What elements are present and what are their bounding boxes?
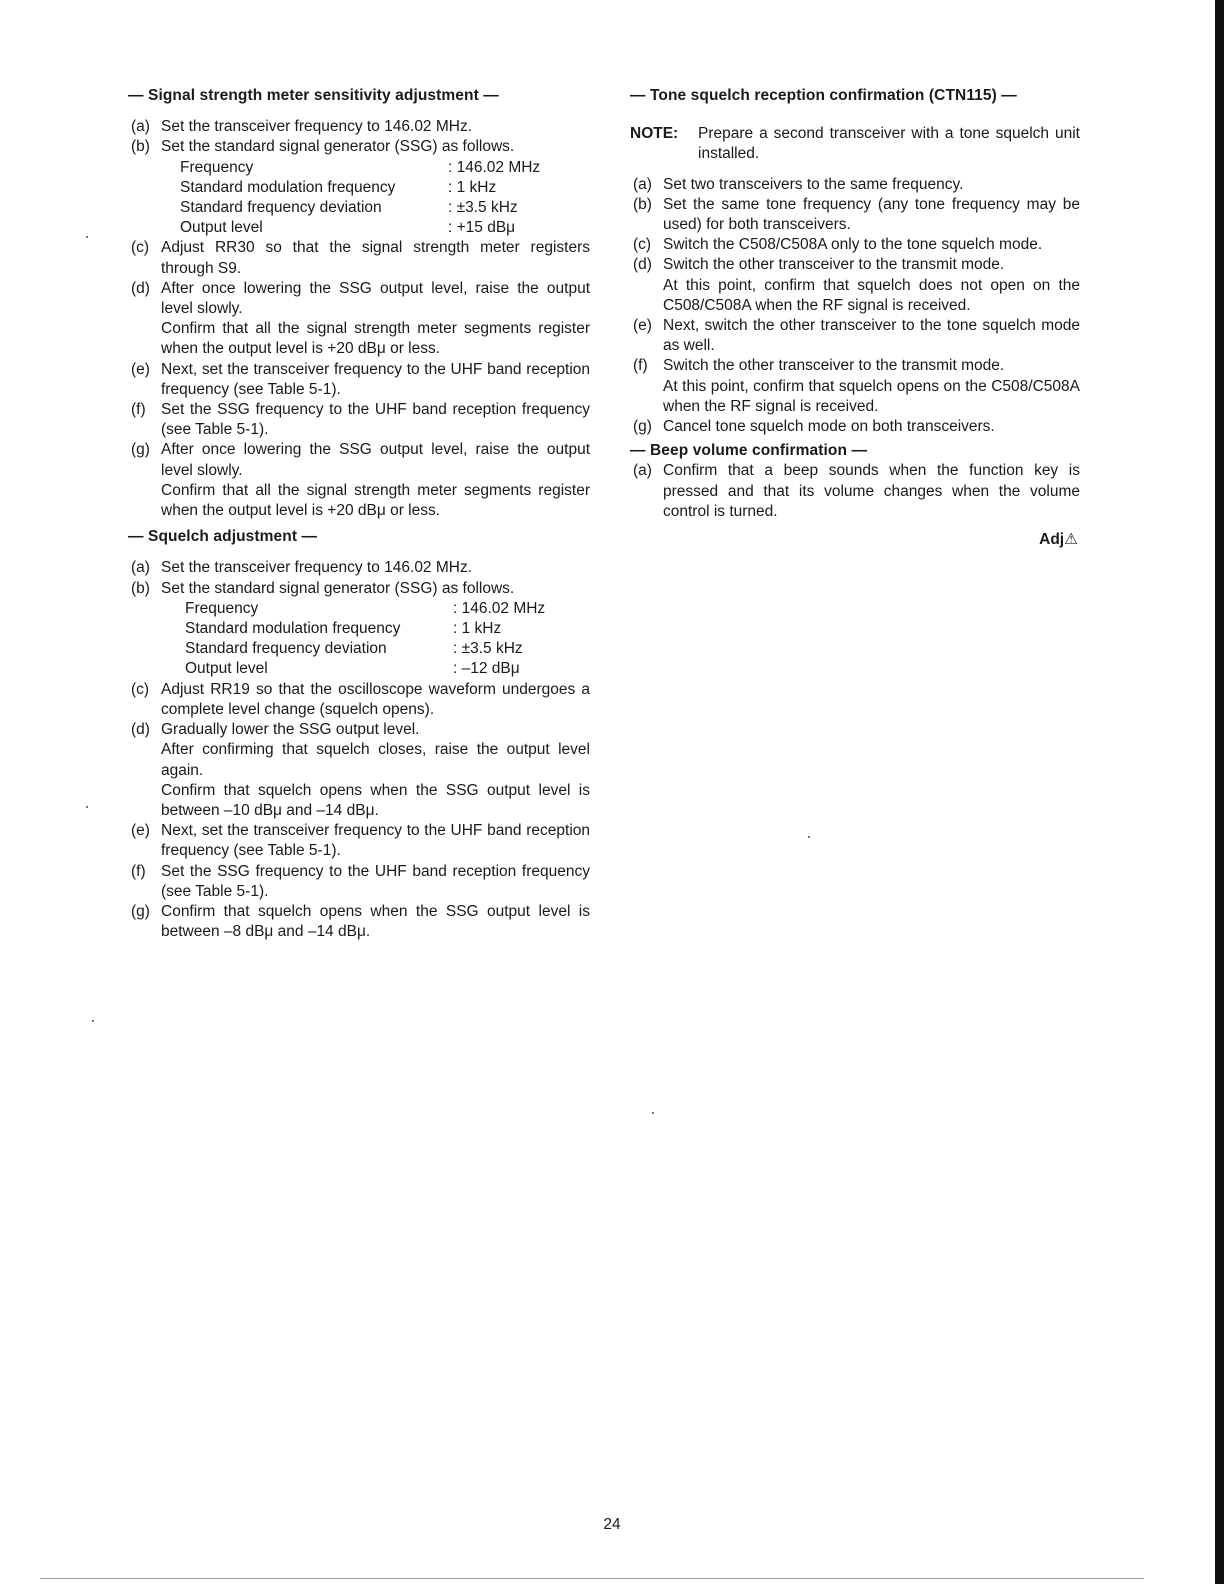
scan-speck: [652, 1112, 654, 1114]
step-label: (f): [131, 401, 146, 419]
step-text: Adjust RR30 so that the signal strength meter registers through S9.: [161, 239, 590, 277]
right-column: [630, 86, 1080, 550]
step-paragraph: After once lowering the SSG output level, raise the output level slowly.: [161, 441, 590, 479]
page-number: 24: [603, 1516, 621, 1533]
spec-row: [180, 178, 540, 198]
step-2e: [128, 821, 590, 861]
adj-mark: Adj⚠: [1039, 531, 1078, 549]
note: [630, 124, 1080, 164]
step-text: [161, 720, 590, 821]
step-3f: [630, 356, 1080, 417]
step-text: Set the standard signal generator (SSG) as follows.: [161, 579, 515, 597]
step-text: Set the transceiver frequency to 146.02 MHz.: [161, 559, 473, 577]
step-text: Set the standard signal generator (SSG) as follows.: [161, 138, 515, 156]
spec-key: Frequency: [180, 158, 254, 176]
step-2a: [128, 558, 590, 578]
step-paragraph: Switch the other transceiver to the transmit mode.: [663, 357, 1005, 375]
spec-value: : 1 kHz: [448, 178, 497, 196]
scan-edge-bottom: [40, 1578, 1144, 1579]
step-text: Set the transceiver frequency to 146.02 MHz.: [161, 118, 473, 136]
step-1g: [128, 440, 590, 521]
step-text: [161, 440, 590, 521]
step-text: Cancel tone squelch mode on both transceivers.: [663, 418, 995, 436]
spec-row: [185, 599, 545, 619]
step-label: (g): [131, 902, 150, 920]
spec-value: : ±3.5 kHz: [448, 199, 518, 217]
step-3c: [630, 235, 1080, 255]
section-heading-beep-volume: — Beep volume confirmation —: [630, 442, 868, 460]
step-paragraph: At this point, confirm that squelch does not open on the C508/C508A when the RF signal is received.: [663, 276, 1080, 314]
step-1f: [128, 400, 590, 440]
step-3a: [630, 175, 1080, 195]
scan-speck: [92, 1020, 94, 1022]
spec-key: Standard frequency deviation: [180, 199, 382, 217]
step-label: (c): [131, 239, 150, 257]
step-text: Next, set the transceiver frequency to the UHF band reception frequency (see Table 5-1).: [161, 822, 590, 860]
step-label: (g): [131, 441, 150, 459]
step-text: Set two transceivers to the same frequency.: [663, 175, 964, 193]
spec-key: Output level: [180, 219, 263, 237]
step-text: Switch the C508/C508A only to the tone squelch mode.: [663, 236, 1043, 254]
step-2b: [128, 579, 590, 599]
ssg-settings-table-1: [180, 158, 540, 239]
note-label: NOTE:: [630, 125, 679, 143]
step-label: (a): [633, 462, 652, 480]
spec-row: [180, 218, 540, 238]
step-label: (a): [633, 175, 652, 193]
step-text: [663, 356, 1080, 417]
step-label: (a): [131, 559, 150, 577]
step-1c: [128, 238, 590, 278]
section-heading-signal-strength: — Signal strength meter sensitivity adjustment —: [128, 87, 499, 104]
ssg-settings-table-2: [185, 599, 545, 680]
scan-speck: [808, 836, 810, 838]
step-paragraph: Switch the other transceiver to the transmit mode.: [663, 256, 1005, 274]
scan-speck: [86, 806, 88, 808]
left-column: [128, 86, 590, 942]
spec-value: : 146.02 MHz: [448, 158, 541, 176]
scan-edge-right: [1215, 0, 1224, 1584]
step-2d: [128, 720, 590, 821]
step-2c: [128, 680, 590, 720]
step-3d: [630, 255, 1080, 316]
step-1a: [128, 117, 590, 137]
step-text: Set the SSG frequency to the UHF band reception frequency (see Table 5-1).: [161, 401, 590, 439]
section-heading-tone-squelch: — Tone squelch reception confirmation (CTN115) —: [630, 87, 1017, 104]
step-paragraph: After confirming that squelch closes, raise the output level again.: [161, 741, 590, 779]
step-label: (g): [633, 418, 652, 436]
spec-value: : –12 dBμ: [453, 660, 520, 678]
step-1e: [128, 360, 590, 400]
step-paragraph: Gradually lower the SSG output level.: [161, 721, 420, 739]
step-label: (e): [131, 822, 150, 840]
step-label: (d): [131, 721, 150, 739]
step-paragraph: After once lowering the SSG output level, raise the output level slowly.: [161, 279, 590, 318]
spec-key: Standard modulation frequency: [185, 620, 401, 638]
step-2f: [128, 862, 590, 902]
step-1d: [128, 279, 590, 360]
step-label: (d): [633, 256, 652, 274]
step-text: Confirm that squelch opens when the SSG output level is between –8 dBμ and –14 dBμ.: [161, 902, 590, 941]
step-paragraph: Confirm that all the signal strength meter segments register when the output level is +20 dBμ or less.: [161, 320, 590, 358]
note-text: Prepare a second transceiver with a tone squelch unit installed.: [698, 125, 1080, 163]
step-label: (c): [633, 236, 652, 254]
step-label: (f): [633, 357, 648, 375]
step-label: (b): [131, 138, 150, 156]
step-label: (b): [633, 195, 652, 213]
spec-value: : 146.02 MHz: [453, 599, 546, 617]
spec-value: : +15 dBμ: [448, 219, 516, 237]
step-3g: [630, 417, 1080, 437]
step-1b: [128, 137, 590, 157]
step-3b: [630, 195, 1080, 235]
scan-speck: [86, 236, 88, 238]
spec-row: [185, 639, 545, 659]
step-2g: [128, 902, 590, 942]
spec-key: Standard frequency deviation: [185, 640, 387, 658]
step-label: (b): [131, 579, 150, 597]
spec-key: Output level: [185, 660, 268, 678]
spec-row: [180, 158, 540, 178]
step-label: (e): [131, 360, 150, 378]
spec-row: [185, 659, 545, 679]
step-text: Next, switch the other transceiver to the tone squelch mode as well.: [663, 317, 1080, 355]
step-3e: [630, 316, 1080, 356]
step-text: Adjust RR19 so that the oscilloscope waveform undergoes a complete level change (squelch opens).: [161, 680, 590, 718]
step-label: (c): [131, 680, 150, 698]
step-4a: [630, 461, 1080, 522]
section-heading-squelch: — Squelch adjustment —: [128, 528, 318, 546]
step-label: (d): [131, 279, 150, 297]
step-text: [161, 279, 590, 360]
step-text: [663, 255, 1080, 316]
step-text: Confirm that a beep sounds when the function key is pressed and that its volume changes when the volume control is turned.: [663, 462, 1080, 520]
step-text: Set the same tone frequency (any tone frequency may be used) for both transceivers.: [663, 195, 1080, 234]
step-paragraph: Confirm that all the signal strength meter segments register when the output level is +20 dBμ or less.: [161, 481, 590, 520]
step-label: (f): [131, 862, 146, 880]
step-label: (a): [131, 118, 150, 136]
spec-key: Frequency: [185, 599, 259, 617]
spec-key: Standard modulation frequency: [180, 178, 396, 196]
step-paragraph: Confirm that squelch opens when the SSG output level is between –10 dBμ and –14 dBμ.: [161, 781, 590, 819]
spec-row: [180, 198, 540, 218]
step-text: Set the SSG frequency to the UHF band reception frequency (see Table 5-1).: [161, 862, 590, 900]
step-text: Next, set the transceiver frequency to the UHF band reception frequency (see Table 5-1).: [161, 360, 590, 398]
spec-value: : 1 kHz: [453, 620, 502, 638]
spec-value: : ±3.5 kHz: [453, 640, 523, 658]
spec-row: [185, 619, 545, 639]
step-label: (e): [633, 317, 652, 335]
step-paragraph: At this point, confirm that squelch opens on the C508/C508A when the RF signal is received.: [663, 377, 1080, 415]
